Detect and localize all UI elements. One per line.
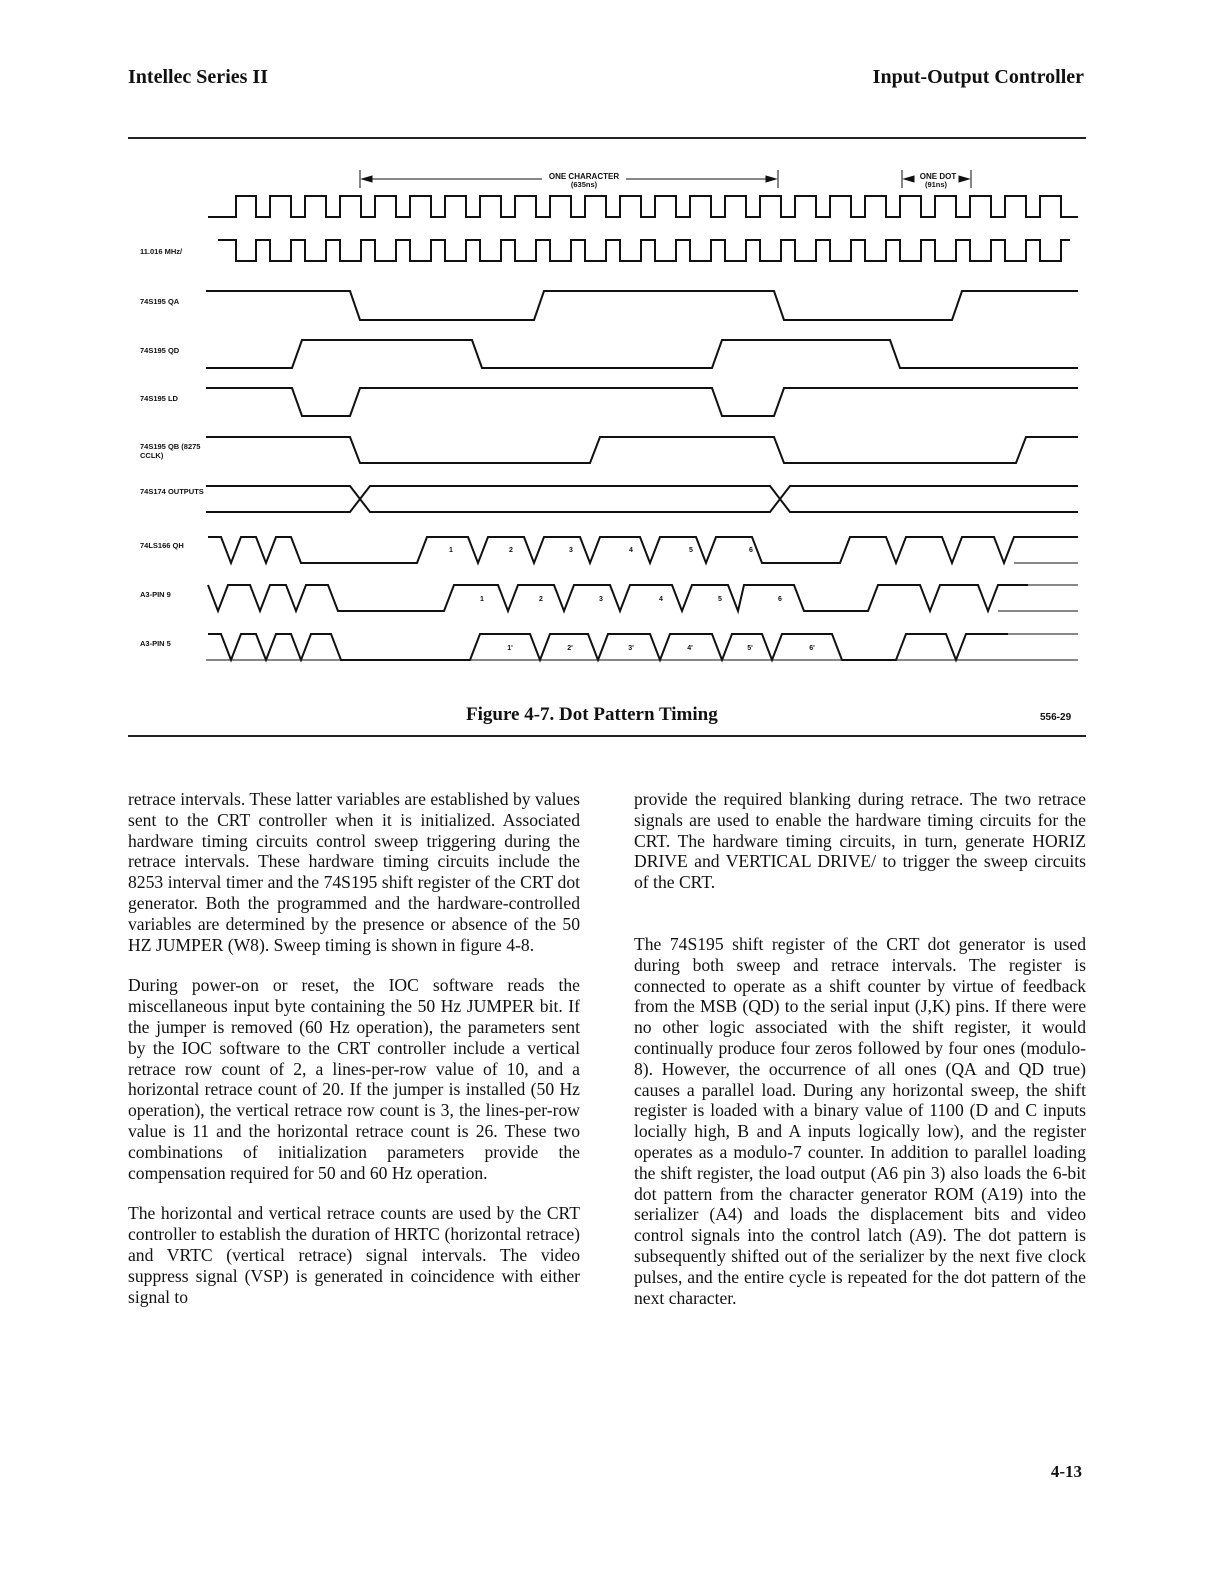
signal-label-ld: 74S195 LD [140, 394, 178, 403]
paragraph: provide the required blanking during retrace. The two retrace signals are used to enable the hardware timing circuits for the CRT. The hardware timing circuits, in turn, generate HORIZ DRIVE and VERTICAL DRIVE/ to trigger the sweep circuits of the CRT. [634, 789, 1086, 893]
outputs-waveform [206, 486, 1078, 512]
one-dot-time: (91ns) [924, 180, 948, 189]
figure-caption: Figure 4-7. Dot Pattern Timing [466, 704, 718, 725]
signal-label-qd: 74S195 QD [140, 346, 180, 355]
qh-bit-label: 5 [689, 547, 693, 554]
qh-bit-label: 6 [749, 547, 753, 554]
signal-label-outputs: 74S174 OUTPUTS [140, 487, 204, 496]
signal-label-pin5: A3-PIN 5 [140, 639, 171, 648]
signal-label-qa: 74S195 QA [140, 297, 180, 306]
clock-waveform [218, 240, 1070, 261]
qh-bit-label: 2 [509, 547, 513, 554]
paragraph: retrace intervals. These latter variables are established by values sent to the CRT controller when it is initialized. Associated hardware timing circuits control sweep triggering during the retrace intervals. These hardware timing circuits include the 8253 interval timer and the 74S195 shift register of the CRT dot generator. Both the programmed and the hardware-controlled variables are determined by the presence or absence of the 50 HZ JUMPER (W8). Sweep timing is shown in figure 4-8. [128, 789, 580, 955]
pin9-bit-label: 2 [539, 596, 543, 603]
paragraph: The 74S195 shift register of the CRT dot generator is used during both sweep and retrace intervals. The register is connected to operate as a shift counter by virtue of feedback from the MSB (QD) to the serial input (J,K) pins. If there were no other logic associated with the shift register, it would continually produce four zeros followed by four ones (modulo-8). However, the occurrence of all ones (QA and QD true) causes a parallel load. During any horizontal sweep, the shift register is loaded with a binary value of 1100 (D and C inputs locially high, B and A inputs logically low), and the register operates as a modulo-7 counter. In addition to parallel loading the shift register, the load output (A6 pin 3) also loads the 6-bit dot pattern from the character generator ROM (A19) into the serializer (A4) and loads the displacement bits and video control signals into the control latch (A9). The dot pattern is subsequently shifted out of the serializer by the next five clock pulses, and the entire cycle is repeated for the dot pattern of the next character. [634, 933, 1086, 1308]
pin5-bit-label: 3' [628, 645, 634, 652]
running-header-left: Intellec Series II [128, 66, 268, 88]
bottom-rule [128, 735, 1086, 737]
pin9-bit-label: 1 [480, 596, 484, 603]
figure-id: 556-29 [1040, 712, 1072, 723]
timing-diagram [128, 160, 1086, 680]
qb-waveform [206, 437, 1078, 463]
one-dot-label: ONE DOT [919, 172, 957, 181]
pin9-bit-label: 4 [659, 596, 663, 603]
one-character-label: ONE CHARACTER [548, 172, 620, 181]
timing-waveforms [128, 160, 1086, 680]
qh-bit-label: 4 [629, 547, 633, 554]
paragraph: The horizontal and vertical retrace counts are used by the CRT controller to establish the duration of HRTC (horizontal retrace) and VRTC (vertical retrace) signal intervals. The video suppress signal (VSP) is generated in coincidence with either signal to [128, 1203, 580, 1307]
pin5-bit-label: 2' [567, 645, 573, 652]
running-header-right: Input-Output Controller [872, 66, 1084, 88]
top-rule [128, 137, 1086, 139]
pin9-bit-label: 5 [718, 596, 722, 603]
right-column [634, 789, 1086, 1308]
pin5-bit-label: 1' [507, 645, 513, 652]
paragraph: During power-on or reset, the IOC software reads the miscellaneous input byte containing the 50 Hz JUMPER bit. If the jumper is removed (60 Hz operation), the parameters sent by the IOC software to the CRT controller include a vertical retrace row count of 2, a lines-per-row value of 10, and a horizontal retrace count of 20. If the jumper is installed (50 Hz operation), the vertical retrace row count is 3, the lines-per-row value is 11 and the horizontal retrace count is 26. These two combinations of initialization parameters provide the compensation required for 50 and 60 Hz operation. [128, 975, 580, 1183]
left-column [128, 789, 580, 1307]
qh-waveform [208, 537, 1078, 563]
pin5-baseline [966, 634, 1078, 660]
qa-waveform [206, 291, 1078, 320]
qh-bit-label: 1 [449, 547, 453, 554]
pin9-baseline [998, 585, 1078, 611]
pin5-waveform [208, 634, 1008, 660]
pin9-bit-label: 6 [778, 596, 782, 603]
one-character-time: (635ns) [570, 180, 598, 189]
qd-waveform [206, 340, 1078, 368]
signal-label-clock: 11.016 MHz/ [140, 247, 183, 256]
signal-label-pin9: A3-PIN 9 [140, 590, 171, 599]
page-number: 4-13 [1050, 1462, 1082, 1481]
ld-waveform [206, 388, 1078, 416]
pin5-bit-label: 5' [747, 645, 753, 652]
pin9-waveform [208, 585, 1028, 611]
signal-label-qb: 74S195 QB (8275 CCLK) [140, 442, 201, 460]
pin5-bit-label: 4' [687, 645, 693, 652]
qh-bit-label: 3 [569, 547, 573, 554]
pin9-bit-label: 3 [599, 596, 603, 603]
signal-label-qh: 74LS166 QH [140, 541, 184, 550]
clock-waveform-top [208, 196, 1078, 217]
pin5-bit-label: 6' [809, 645, 815, 652]
